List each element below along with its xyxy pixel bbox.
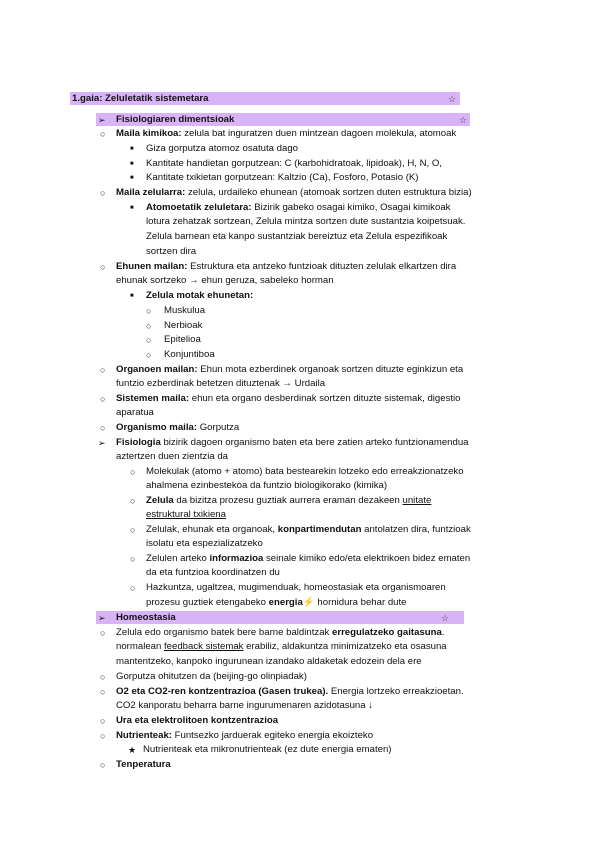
list-item: Nutrienteak eta mikronutrienteak (ez dute energia ematen)	[143, 744, 392, 755]
list-item: Zelula edo organismo batek bere barne baldintzak erregulatzeko gaitasuna.	[116, 627, 445, 638]
list-item: Ehunen mailan: Estruktura eta antzeko funtzioak dituzten zelulak elkartzen dira	[116, 261, 457, 272]
star-icon[interactable]: ☆	[441, 613, 450, 623]
list-item: Tenperatura	[116, 759, 171, 770]
list-item: Hazkuntza, ugaltzea, mugimenduak, homeostasiak eta organismoaren	[146, 582, 446, 593]
circle-bullet-icon: ○	[100, 365, 106, 375]
circle-bullet-icon: ○	[130, 467, 136, 477]
arrow-bullet-icon: ➢	[98, 613, 106, 623]
circle-bullet-icon: ○	[130, 496, 136, 506]
list-item-continuation: sortzen dira	[146, 246, 197, 257]
list-item-continuation: ahalmena ezinbestekoa da funtzio biologikorako (kimika)	[146, 480, 388, 491]
list-item-continuation: estruktural txikiena	[146, 509, 226, 520]
circle-bullet-icon: ○	[100, 731, 106, 741]
list-item: Giza gorputza atomoz osatuta dago	[146, 143, 298, 154]
lightning-icon: ⚡	[302, 597, 315, 608]
list-item: Zelula da bizitza prozesu guztiak aurrera eraman dezakeen unitate	[146, 495, 432, 506]
list-item: Muskulua	[164, 305, 206, 316]
list-item-continuation: funtzio ezberdinak betetzen dituztenak → Urdaila	[116, 378, 326, 389]
list-item-continuation: prozesu guztiek etengabeko energia⚡ hornidura behar dute	[146, 597, 407, 608]
circle-bullet-icon: ○	[100, 129, 106, 139]
list-item: Zelulak, ehunak eta organoak, konpartimendutan antolatzen dira, funtzioak	[146, 524, 471, 535]
star-icon[interactable]: ☆	[459, 115, 468, 125]
list-item: Maila zelularra: zelula, urdaileko ehunean (atomoak sortzen duten estruktura bizia)	[116, 187, 472, 198]
list-item-continuation: ehunak sortzeko → ehun geruza, sabeleko horman	[116, 275, 334, 286]
section-heading: Fisiologiaren dimentsioak	[116, 114, 235, 125]
circle-bullet-icon: ○	[146, 321, 152, 331]
list-item: O2 eta CO2-ren kontzentrazioa (Gasen trukea). Energia lortzeko erreakzioetan.	[116, 686, 464, 697]
arrow-bullet-icon: ➢	[98, 438, 106, 448]
circle-bullet-icon: ○	[146, 306, 152, 316]
square-bullet-icon: ■	[130, 175, 134, 181]
list-item-continuation: aparatua	[116, 407, 154, 418]
list-item-continuation: mantentzeko, kanpoko ingurunean izandako aldaketak edozein dela ere	[116, 656, 422, 667]
list-item: Ura eta elektrolitoen kontzentrazioa	[116, 715, 279, 726]
list-item-continuation: lotura zehatzak sortzean, Zelula mintza sortzen dute sustantzia koipetsuak.	[146, 216, 466, 227]
list-item: Kantitate txikietan gorputzean: Kaltzio (Ca), Fosforo, Potasio (K)	[146, 172, 419, 183]
circle-bullet-icon: ○	[130, 554, 136, 564]
list-item: Kantitate handietan gorputzean: C (karbohidratoak, lipidoak), H, N, O,	[146, 158, 442, 169]
circle-bullet-icon: ○	[100, 672, 106, 682]
circle-bullet-icon: ○	[130, 525, 136, 535]
star-icon[interactable]: ☆	[448, 94, 457, 104]
list-item: Maila kimikoa: zelula bat inguratzen duen mintzean dagoen molekula, atomoak	[116, 128, 457, 139]
list-item: Atomoetatik zeluletara: Bizirik gabeko osagai kimiko, Osagai kimikoak	[146, 202, 451, 213]
circle-bullet-icon: ○	[100, 760, 106, 770]
circle-bullet-icon: ○	[100, 628, 106, 638]
list-item: Gorputza ohitutzen da (beijing-go olinpiadak)	[116, 671, 307, 682]
star-bullet-icon: ★	[128, 745, 137, 755]
list-item: Molekulak (atomo + atomo) bata bestearekin lotzeko edo erreakzionatzeko	[146, 466, 464, 477]
list-item: Zelulen arteko informazioa seinale kimiko edo/eta elektrikoen bidez ematen	[146, 553, 471, 564]
list-item: Epitelioa	[164, 334, 201, 345]
circle-bullet-icon: ○	[130, 583, 136, 593]
square-bullet-icon: ■	[130, 205, 134, 211]
list-item-continuation: Zelula barnean eta kanpo sustantziak bereiztuz eta Zelula espezifikoak	[146, 231, 448, 242]
circle-bullet-icon: ○	[100, 394, 106, 404]
list-item-continuation: da eta funtzioa koordinatzen du	[146, 567, 280, 578]
list-item: Nerbioak	[164, 320, 203, 331]
list-item-continuation: isolatu eta espezializatzeko	[146, 538, 263, 549]
list-item: Fisiologia bizirik dagoen organismo baten eta bere zatien arteko funtzionamendua	[116, 437, 469, 448]
square-bullet-icon: ■	[130, 161, 134, 167]
list-item-continuation: aztertzen duen zientzia da	[116, 451, 229, 462]
list-item: Organoen mailan: Ehun mota ezberdinek organoak sortzen dituzte eginkizun eta	[116, 364, 464, 375]
list-item-continuation: normalean feedback sistemak erabiliz, aldakuntza minimizatzeko eta osasuna	[116, 641, 447, 652]
square-bullet-icon: ■	[130, 293, 134, 299]
list-item: Nutrienteak: Funtsezko jarduerak egiteko energia ekoizteko	[116, 730, 374, 741]
list-item: Sistemen maila: ehun eta organo desberdinak sortzen dituzte sistemak, digestio	[116, 393, 461, 404]
circle-bullet-icon: ○	[100, 423, 106, 433]
section-heading: Homeostasia	[116, 612, 176, 623]
circle-bullet-icon: ○	[100, 687, 106, 697]
circle-bullet-icon: ○	[100, 262, 106, 272]
circle-bullet-icon: ○	[146, 350, 152, 360]
list-item: Organismo maila: Gorputza	[116, 422, 240, 433]
circle-bullet-icon: ○	[100, 188, 106, 198]
arrow-bullet-icon: ➢	[98, 115, 106, 125]
list-item-continuation: CO2 kanporatu beharra barne ingurumenaren azidotasuna ↓	[116, 700, 374, 711]
circle-bullet-icon: ○	[146, 335, 152, 345]
list-item: Konjuntiboa	[164, 349, 215, 360]
circle-bullet-icon: ○	[100, 716, 106, 726]
list-item: Zelula motak ehunetan:	[146, 290, 254, 301]
square-bullet-icon: ■	[130, 146, 134, 152]
page-title: 1.gaia: Zeluletatik sistemetara	[72, 93, 209, 104]
